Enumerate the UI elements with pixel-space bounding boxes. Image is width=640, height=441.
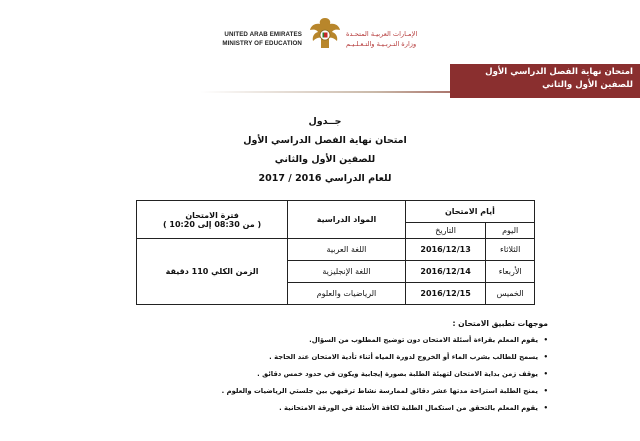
ministry-en-line2: MINISTRY OF EDUCATION (222, 40, 302, 47)
banner-line1: امتحان نهاية الفصل الدراسي الأول (485, 67, 633, 77)
list-item (150, 332, 548, 349)
list-item (150, 383, 548, 400)
bullet-icon: • (543, 336, 548, 344)
ministry-name-arabic (346, 29, 450, 49)
title-line1: جــدول (308, 116, 342, 127)
row-date: 2016/12/14 (405, 261, 486, 283)
period-time: ( من 08:30 إلى 10:20 ) (162, 219, 262, 229)
ministry-en-line1: UNITED ARAB EMIRATES (224, 31, 302, 38)
bullet-icon: • (543, 353, 548, 361)
row-subject: اللغة العربية (288, 239, 406, 261)
total-time: الزمن الكلي 110 دقيقة (137, 239, 288, 305)
row-subject: الرياضيات والعلوم (288, 283, 406, 305)
guideline-text: يسمح للطالب بشرب الماء أو الخروج لدورة المياه أثناء تأدية الامتحان عند الحاجة . (269, 353, 538, 361)
exam-schedule-table (136, 200, 535, 305)
list-item (150, 366, 548, 383)
row-date: 2016/12/15 (405, 283, 486, 305)
guideline-text: يقوم المعلم بقراءة أسئلة الامتحان دون توضيح المطلوب من السؤال. (309, 336, 538, 344)
banner-line2: للصفين الأول والثاني (542, 80, 633, 90)
date-header: التاريخ (405, 223, 486, 239)
list-item (150, 400, 548, 417)
title-line2: امتحان نهاية الفصل الدراسي الأول (243, 135, 407, 146)
banner-title (455, 66, 633, 92)
document-title (220, 112, 430, 188)
bullet-icon: • (543, 387, 548, 395)
title-line4: للعام الدراسي 2016 / 2017 (258, 173, 392, 184)
subjects-header: المواد الدراسية (288, 201, 406, 239)
guidelines-list (150, 332, 550, 417)
title-line3: للصفين الأول والثاني (274, 154, 376, 165)
period-header-label: فترة الامتحان (185, 210, 239, 220)
guideline-text: يمنح الطلبة استراحة مدتها عشر دقائق لممارسة نشاط ترفيهي بين جلستي الرياضيات والعلوم . (221, 387, 538, 395)
exam-guidelines (150, 319, 550, 417)
period-header (137, 201, 288, 239)
guideline-text: يوقف زمن بداية الامتحان لتهيئة الطلبة بصورة إيجابية ويكون في حدود خمس دقائق . (257, 370, 538, 378)
bullet-icon: • (543, 404, 548, 412)
uae-falcon-emblem-icon (306, 15, 344, 53)
list-item (150, 349, 548, 366)
guidelines-title: موجهات تطبيق الامتحان : (452, 319, 548, 328)
ministry-ar-line2: وزارة التـربـيـة والتـعـلـيـم (346, 40, 417, 48)
exam-days-header: أيام الامتحان (405, 201, 534, 223)
row-day: الثلاثاء (486, 239, 535, 261)
row-day: الأربعاء (486, 261, 535, 283)
row-date: 2016/12/13 (405, 239, 486, 261)
bullet-icon: • (543, 370, 548, 378)
row-day: الخميس (486, 283, 535, 305)
row-subject: اللغة الإنجليزية (288, 261, 406, 283)
ministry-ar-line1: الإمـارات العربيـة المتحـدة (346, 30, 418, 38)
day-header: اليوم (486, 223, 535, 239)
table-row (137, 239, 535, 261)
ministry-name-english (202, 30, 302, 48)
guideline-text: يقوم المعلم بالتحقق من استكمال الطلبة لكافة الأسئلة في الورقة الامتحانية . (279, 404, 538, 412)
